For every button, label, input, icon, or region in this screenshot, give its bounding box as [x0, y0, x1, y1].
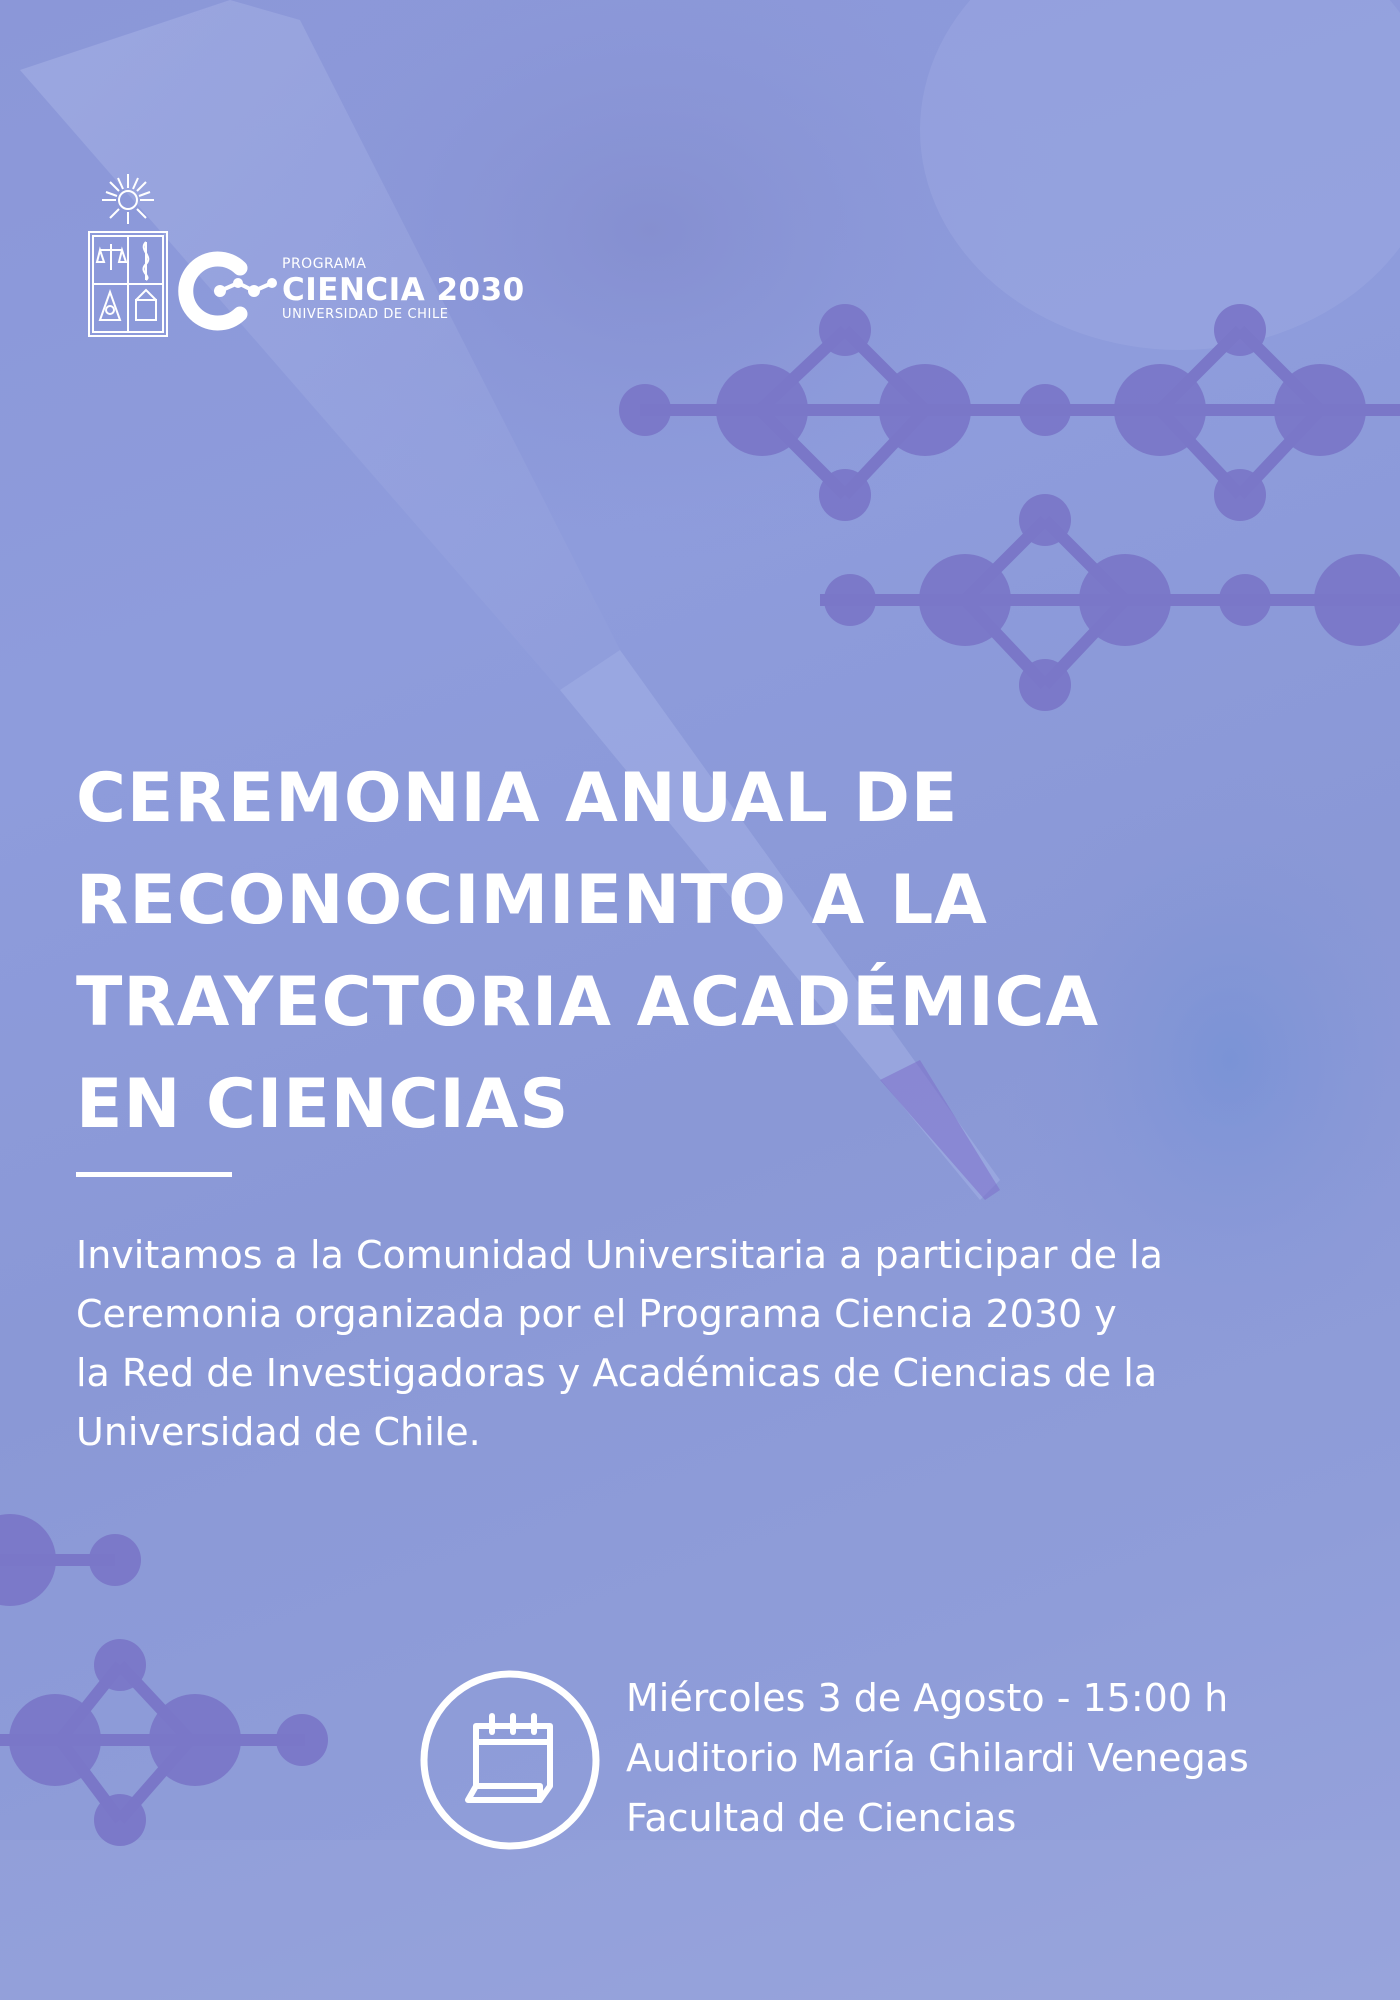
event-title: [76, 748, 1356, 1156]
invitation-line: Invitamos a la Comunidad Universitaria a participar de la: [76, 1233, 1163, 1277]
invitation-line: Ceremonia organizada por el Programa Ciencia 2030 y: [76, 1292, 1117, 1336]
title-line: RECONOCIMIENTO A LA: [76, 861, 988, 940]
calendar-icon: [418, 1668, 602, 1852]
molecule-graphic-bottom: [0, 1514, 328, 1846]
title-divider: [76, 1172, 232, 1177]
logo-university: UNIVERSIDAD DE CHILE: [282, 307, 449, 322]
event-details: [626, 1668, 1346, 1848]
logo-program-label: PROGRAMA: [282, 256, 367, 272]
title-line: TRAYECTORIA ACADÉMICA: [76, 963, 1100, 1042]
event-venue: Auditorio María Ghilardi Venegas: [626, 1736, 1249, 1780]
university-crest-icon: [86, 170, 170, 340]
invitation-text: [76, 1226, 1356, 1462]
invitation-line: Universidad de Chile.: [76, 1410, 481, 1454]
invitation-line: la Red de Investigadoras y Académicas de Ciencias de la: [76, 1351, 1158, 1395]
title-line: CEREMONIA ANUAL DE: [76, 759, 959, 838]
ciencia-2030-symbol-icon: [178, 250, 278, 332]
title-line: EN CIENCIAS: [76, 1065, 570, 1144]
program-logo: [86, 170, 546, 340]
event-faculty: Facultad de Ciencias: [626, 1796, 1017, 1840]
event-date-time: Miércoles 3 de Agosto - 15:00 h: [626, 1676, 1229, 1720]
logo-program-name: CIENCIA 2030: [282, 272, 525, 308]
logo-text: [282, 256, 525, 322]
